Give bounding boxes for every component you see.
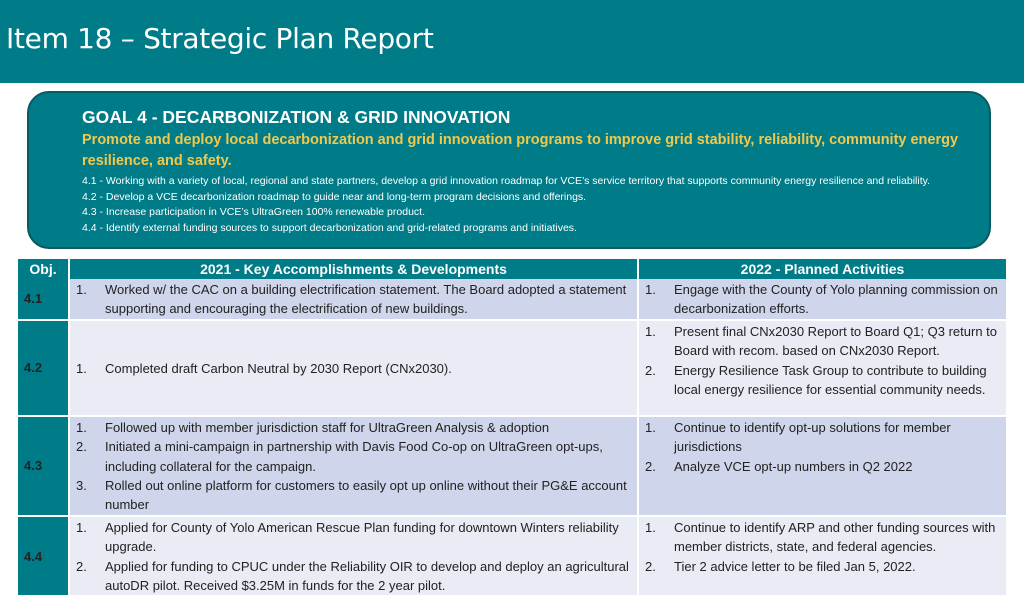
list-item [76,518,633,557]
list-item [645,457,1002,476]
list-item [645,322,1002,361]
planned-cell [638,516,1006,597]
list-item [645,518,1002,557]
obj-cell: 4.4 [18,516,69,597]
item-text: Rolled out online platform for customers to easily opt up online without their PG&E account number [105,478,627,513]
obj-cell: 4.3 [18,416,69,516]
header-planned: 2022 - Planned Activities [638,259,1006,279]
item-text: Tier 2 advice letter to be filed Jan 5, 2022. [674,558,916,574]
header-accomplishments: 2021 - Key Accomplishments & Developments [69,259,638,279]
list-item [76,437,633,476]
item-number: 1. [76,360,87,376]
list-item [645,418,1002,457]
goal-objective: 4.3 - Increase participation in VCE’s UltraGreen 100% renewable product. [82,206,425,218]
list-item [76,280,633,319]
item-number: 2. [645,362,656,378]
table-row [18,279,1006,320]
item-number: 3. [76,478,87,494]
table-row [18,516,1006,597]
header-obj: Obj. [18,259,69,279]
item-number: 1. [76,419,87,435]
table-header-row [18,259,1006,279]
accomplishments-cell [69,516,638,597]
item-number: 1. [76,282,87,297]
item-number: 1. [645,282,656,297]
list-item [76,476,633,515]
planned-cell [638,279,1006,320]
item-text: Worked w/ the CAC on a building electrification statement. The Board adopted a statement supporting and encouraging the electrification of new buildings. [105,282,627,317]
item-number: 1. [645,323,656,339]
goal-subtitle: Promote and deploy local decarbonization and grid innovation programs to improve grid stability, reliability, community energy resilience, and safety. [82,132,959,169]
item-number: 2. [76,439,87,455]
goal-objective: 4.1 - Working with a variety of local, regional and state partners, develop a grid innovation roadmap for VCE’s service territory that supports community energy resilience and reliability. [82,175,930,187]
goal-title: GOAL 4 - DECARBONIZATION & GRID INNOVATION [82,107,511,127]
item-number: 1. [645,519,656,535]
item-text: Applied for County of Yolo American Rescue Plan funding for downtown Winters reliability upgrade. [105,519,619,555]
goal-box [27,91,991,249]
page-title: Item 18 – Strategic Plan Report [6,22,434,55]
item-number: 2. [645,458,656,474]
table-row [18,416,1006,516]
goal-objective: 4.4 - Identify external funding sources to support decarbonization and grid-related programs and initiatives. [82,221,577,234]
item-text: Engage with the County of Yolo planning commission on decarbonization efforts. [674,282,998,317]
item-number: 1. [76,519,87,535]
accomplishments-cell [69,279,638,320]
obj-cell: 4.2 [18,320,69,416]
item-text: Present final CNx2030 Report to Board Q1; Q3 return to Board with recom. based on CNx2030 Report. [674,323,998,359]
list-item [645,557,1002,576]
list-item [645,361,1002,400]
item-text: Completed draft Carbon Neutral by 2030 Report (CNx2030). [105,360,452,376]
accomplishments-cell [69,416,638,516]
planned-cell [638,320,1006,416]
item-text: Analyze VCE opt-up numbers in Q2 2022 [674,458,913,474]
list-item [76,418,633,437]
item-text: Followed up with member jurisdiction staff for UltraGreen Analysis & adoption [105,419,550,435]
item-text: Continue to identify ARP and other funding sources with member districts, state, and federal agencies. [674,519,996,555]
item-text: Applied for funding to CPUC under the Reliability OIR to develop and deploy an agricultural autoDR pilot. Received $3.25M in funds for the 2 year pilot. [105,558,629,594]
item-number: 1. [645,419,656,435]
planned-cell [638,416,1006,516]
list-item [76,557,633,596]
obj-cell: 4.1 [18,279,69,320]
goal-objective: 4.2 - Develop a VCE decarbonization roadmap to guide near and long-term program decisions and offerings. [82,190,587,203]
item-number: 2. [645,558,656,574]
goal-objectives [82,174,969,236]
item-number: 2. [76,558,87,574]
item-text: Energy Resilience Task Group to contribute to building local energy resilience for essential community needs. [674,362,987,398]
title-bar [0,0,1024,83]
list-item [645,280,1002,319]
accomplishments-cell [69,320,638,416]
item-text: Initiated a mini-campaign in partnership with Davis Food Co-op on UltraGreen opt-ups, including collateral for the campaign. [105,439,603,474]
plan-table [18,259,1006,597]
list-item [76,359,633,378]
table-row [18,320,1006,416]
item-text: Continue to identify opt-up solutions for member jurisdictions [674,419,951,455]
